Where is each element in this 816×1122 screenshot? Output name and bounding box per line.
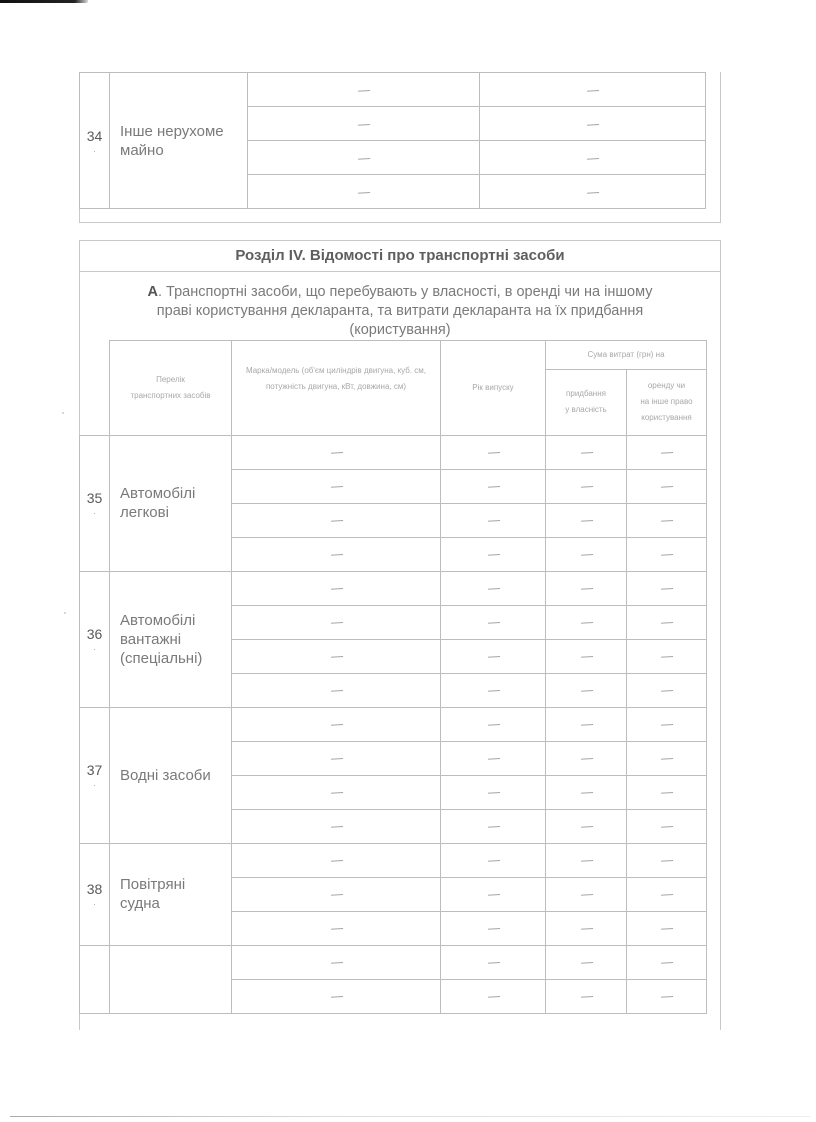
- table-cell: [232, 843, 441, 877]
- table-cell: [546, 741, 627, 775]
- table-cell: [232, 571, 441, 605]
- table-cell: [441, 809, 546, 843]
- table-cell: [441, 741, 546, 775]
- table-cell: [627, 877, 707, 911]
- header-purchase: [546, 370, 627, 435]
- table-cell: [546, 809, 627, 843]
- table-cell: [441, 435, 546, 469]
- cell-value: —: [660, 478, 673, 494]
- table-cell: [627, 469, 707, 503]
- cell-value: —: [487, 648, 499, 664]
- cell-value: —: [580, 886, 592, 902]
- cell-value: —: [660, 886, 673, 902]
- table-cell: [546, 979, 627, 1013]
- table-cell: [627, 639, 707, 673]
- table-cell: [232, 639, 441, 673]
- table-cell: [248, 73, 480, 107]
- table-cell: [441, 979, 546, 1013]
- table-cell: [232, 809, 441, 843]
- cell-value: —: [580, 546, 592, 562]
- table-row: [80, 945, 707, 979]
- cell-value: —: [487, 852, 499, 868]
- header-text: на інше право: [640, 397, 693, 407]
- row-number-text: 34: [86, 127, 103, 144]
- table-cell: [232, 707, 441, 741]
- cell-value: —: [580, 818, 592, 834]
- table-cell: [627, 843, 707, 877]
- table-cell: [627, 707, 707, 741]
- cell-value: —: [330, 546, 342, 562]
- vehicle-category-label: [110, 571, 232, 707]
- category-label-line: легкові: [120, 504, 169, 521]
- cell-value: —: [330, 648, 342, 664]
- scan-speck: [64, 612, 66, 614]
- cell-value: —: [586, 116, 599, 131]
- cell-value: —: [660, 784, 673, 800]
- category-label-line: вантажні: [120, 630, 182, 648]
- header-text: оренду чи: [647, 381, 686, 391]
- scan-artifact-bottom: [10, 1116, 810, 1117]
- table-cell: [546, 537, 627, 571]
- cell-value: —: [487, 784, 499, 800]
- cell-value: —: [660, 580, 673, 596]
- header-text: Рік випуску: [472, 382, 514, 392]
- table-cell: [441, 911, 546, 945]
- cell-value: —: [660, 954, 673, 970]
- header-text: Перелік: [156, 374, 185, 384]
- table-cell: [441, 537, 546, 571]
- table-cell: [546, 639, 627, 673]
- cell-value: —: [487, 886, 499, 902]
- table-row: [80, 435, 707, 469]
- cell-value: —: [660, 614, 673, 630]
- cell-value: —: [660, 444, 673, 460]
- table-cell: [546, 469, 627, 503]
- cell-value: —: [487, 478, 499, 494]
- table-cell: [546, 503, 627, 537]
- cell-value: —: [357, 150, 370, 165]
- table-cell: [441, 571, 546, 605]
- category-label-line: Водні засоби: [120, 766, 211, 784]
- table-cell: [546, 911, 627, 945]
- vehicles-table: [79, 340, 707, 1014]
- table-cell: [248, 175, 480, 209]
- vehicle-category-label: [110, 945, 232, 1013]
- table-cell: [232, 979, 441, 1013]
- cell-value: —: [660, 818, 673, 834]
- cell-value: —: [487, 682, 499, 698]
- table-cell: [546, 571, 627, 605]
- table-cell: [627, 809, 707, 843]
- table-cell: [232, 435, 441, 469]
- header-text: потужність двигуна, кВт, довжина, см): [265, 382, 407, 391]
- cell-value: —: [330, 988, 342, 1004]
- cell-value: —: [330, 750, 342, 766]
- subsection-text-line: (користування): [349, 322, 451, 338]
- table-cell: [546, 843, 627, 877]
- cell-value: —: [586, 150, 599, 165]
- cell-value: —: [580, 648, 592, 664]
- subsection-text-line: праві користування декларанта, та витрати декларанта на їх придбання: [156, 303, 644, 319]
- table-cell: [627, 571, 707, 605]
- table-cell: [232, 673, 441, 707]
- cell-value: —: [487, 954, 499, 970]
- row-number: [80, 843, 110, 945]
- category-label-line: Автомобілі: [120, 611, 196, 629]
- cell-value: —: [580, 954, 592, 970]
- row-label-line: майно: [120, 141, 164, 159]
- cell-value: —: [487, 546, 499, 562]
- row-number: [80, 945, 110, 1013]
- cell-value: —: [487, 512, 499, 528]
- table-cell: [480, 175, 706, 209]
- cell-value: —: [580, 716, 592, 732]
- subsection-title: [100, 283, 700, 340]
- row-number: [80, 435, 110, 571]
- vehicle-category-label: [110, 435, 232, 571]
- cell-value: —: [487, 614, 499, 630]
- table-cell: [546, 605, 627, 639]
- table-cell: [441, 503, 546, 537]
- table-cell: [248, 107, 480, 141]
- table-cell: [546, 775, 627, 809]
- cell-value: —: [487, 580, 499, 596]
- cell-value: —: [580, 852, 592, 868]
- scan-speck: [62, 412, 64, 414]
- row-number-suffix: .: [93, 506, 96, 516]
- row-label: [110, 73, 248, 209]
- table-cell: [441, 707, 546, 741]
- table-cell: [232, 945, 441, 979]
- row-number-suffix: .: [93, 897, 96, 907]
- table-cell: [441, 945, 546, 979]
- table-cell: [248, 141, 480, 175]
- table-row: [80, 571, 707, 605]
- cell-value: —: [330, 886, 342, 902]
- cell-value: —: [660, 988, 673, 1004]
- cell-value: —: [330, 682, 342, 698]
- header-text: Сума витрат (грн) на: [587, 350, 665, 360]
- cell-value: —: [357, 82, 370, 97]
- header-make-model: [232, 341, 441, 436]
- cell-value: —: [330, 512, 342, 528]
- cell-value: —: [330, 818, 342, 834]
- table-cell: [441, 469, 546, 503]
- cell-value: —: [330, 852, 342, 868]
- cell-value: —: [487, 750, 499, 766]
- cell-value: —: [330, 580, 342, 596]
- cell-value: —: [660, 852, 673, 868]
- cell-value: —: [580, 444, 592, 460]
- vehicle-category-label: [110, 843, 232, 945]
- cell-value: —: [660, 682, 673, 698]
- table-cell: [546, 707, 627, 741]
- cell-value: —: [330, 614, 342, 630]
- row-number: [80, 73, 110, 209]
- cell-value: —: [330, 920, 342, 936]
- cell-value: —: [580, 682, 592, 698]
- cell-value: —: [580, 478, 592, 494]
- table-cell: [441, 775, 546, 809]
- table-cell: [546, 877, 627, 911]
- header-text: у власність: [565, 405, 607, 415]
- table-cell: [546, 945, 627, 979]
- row-number-text: 38: [86, 881, 103, 897]
- cell-value: —: [580, 750, 592, 766]
- cell-value: —: [580, 512, 592, 528]
- cell-value: —: [330, 784, 342, 800]
- table-cell: [480, 107, 706, 141]
- header-year: [441, 341, 546, 436]
- cell-value: —: [330, 478, 342, 494]
- table-cell: [232, 775, 441, 809]
- table-cell: [232, 741, 441, 775]
- table-cell: [627, 979, 707, 1013]
- header-text: придбання: [566, 389, 606, 399]
- table-cell: [232, 605, 441, 639]
- cell-value: —: [660, 716, 673, 732]
- table-row: [80, 843, 707, 877]
- other-real-estate-table: [79, 72, 706, 209]
- table-cell: [232, 469, 441, 503]
- table-cell: [441, 639, 546, 673]
- table-cell: [627, 741, 707, 775]
- cell-value: —: [330, 954, 342, 970]
- cell-value: —: [487, 988, 499, 1004]
- cell-value: —: [357, 116, 370, 131]
- header-vehicle-list: [110, 341, 232, 436]
- table-cell: [480, 73, 706, 107]
- cell-value: —: [487, 818, 499, 834]
- cell-value: —: [660, 512, 673, 528]
- cell-value: —: [580, 784, 592, 800]
- table-row: [80, 73, 706, 107]
- table-cell: [627, 537, 707, 571]
- cell-value: —: [660, 750, 673, 766]
- table-cell: [232, 911, 441, 945]
- table-cell: [232, 877, 441, 911]
- cell-value: —: [580, 580, 592, 596]
- table-cell: [627, 673, 707, 707]
- row-number-suffix: .: [93, 642, 96, 652]
- table-cell: [441, 843, 546, 877]
- category-label-line: Автомобілі: [120, 485, 196, 502]
- header-rent: [627, 370, 707, 435]
- cell-value: —: [357, 184, 370, 199]
- header-text: транспортних засобів: [130, 390, 211, 400]
- cell-value: —: [580, 988, 592, 1004]
- row-number-text: 35: [86, 490, 103, 506]
- table-header-row: [80, 341, 707, 370]
- cell-value: —: [487, 920, 499, 936]
- category-label-line: судна: [120, 895, 160, 912]
- cell-value: —: [487, 716, 499, 732]
- table-cell: [480, 141, 706, 175]
- cell-value: —: [586, 184, 599, 199]
- cell-value: —: [660, 546, 673, 562]
- table-cell: [232, 503, 441, 537]
- row-number-suffix: .: [93, 778, 96, 788]
- row-label-line: Інше нерухоме: [120, 122, 224, 140]
- table-cell: [441, 877, 546, 911]
- cell-value: —: [586, 82, 599, 97]
- subsection-text-line: . Транспортні засоби, що перебувають у власності, в оренді чи на іншому: [158, 284, 653, 300]
- cell-value: —: [580, 920, 592, 936]
- section-title: Розділ IV. Відомості про транспортні засоби: [79, 240, 721, 272]
- cell-value: —: [330, 444, 342, 460]
- row-number: [80, 707, 110, 843]
- vehicle-category-label: [110, 707, 232, 843]
- table-cell: [546, 673, 627, 707]
- category-label-line: (спеціальні): [120, 649, 203, 667]
- cell-value: —: [330, 716, 342, 732]
- cell-value: —: [660, 648, 673, 664]
- row-number-suffix: .: [93, 143, 96, 154]
- table-cell: [627, 435, 707, 469]
- cell-value: —: [487, 444, 499, 460]
- row-number-text: 37: [86, 762, 103, 778]
- cell-value: —: [580, 614, 592, 630]
- table-cell: [441, 673, 546, 707]
- table-cell: [627, 945, 707, 979]
- header-spacer: [80, 341, 110, 436]
- header-text: Марка/модель (об'єм циліндрів двигуна, куб. см,: [245, 366, 427, 375]
- category-label-line: Повітряні: [120, 876, 186, 893]
- scan-artifact-top: [0, 0, 88, 3]
- row-number-text: 36: [86, 626, 103, 642]
- table-cell: [627, 775, 707, 809]
- table-row: [80, 707, 707, 741]
- cell-value: —: [660, 920, 673, 936]
- header-expenses: [546, 341, 707, 370]
- subsection-letter: А: [147, 284, 158, 300]
- table-cell: [627, 605, 707, 639]
- table-cell: [441, 605, 546, 639]
- table-cell: [627, 503, 707, 537]
- row-number: [80, 571, 110, 707]
- table-cell: [232, 537, 441, 571]
- table-cell: [627, 911, 707, 945]
- header-text: користування: [641, 413, 692, 423]
- table-cell: [546, 435, 627, 469]
